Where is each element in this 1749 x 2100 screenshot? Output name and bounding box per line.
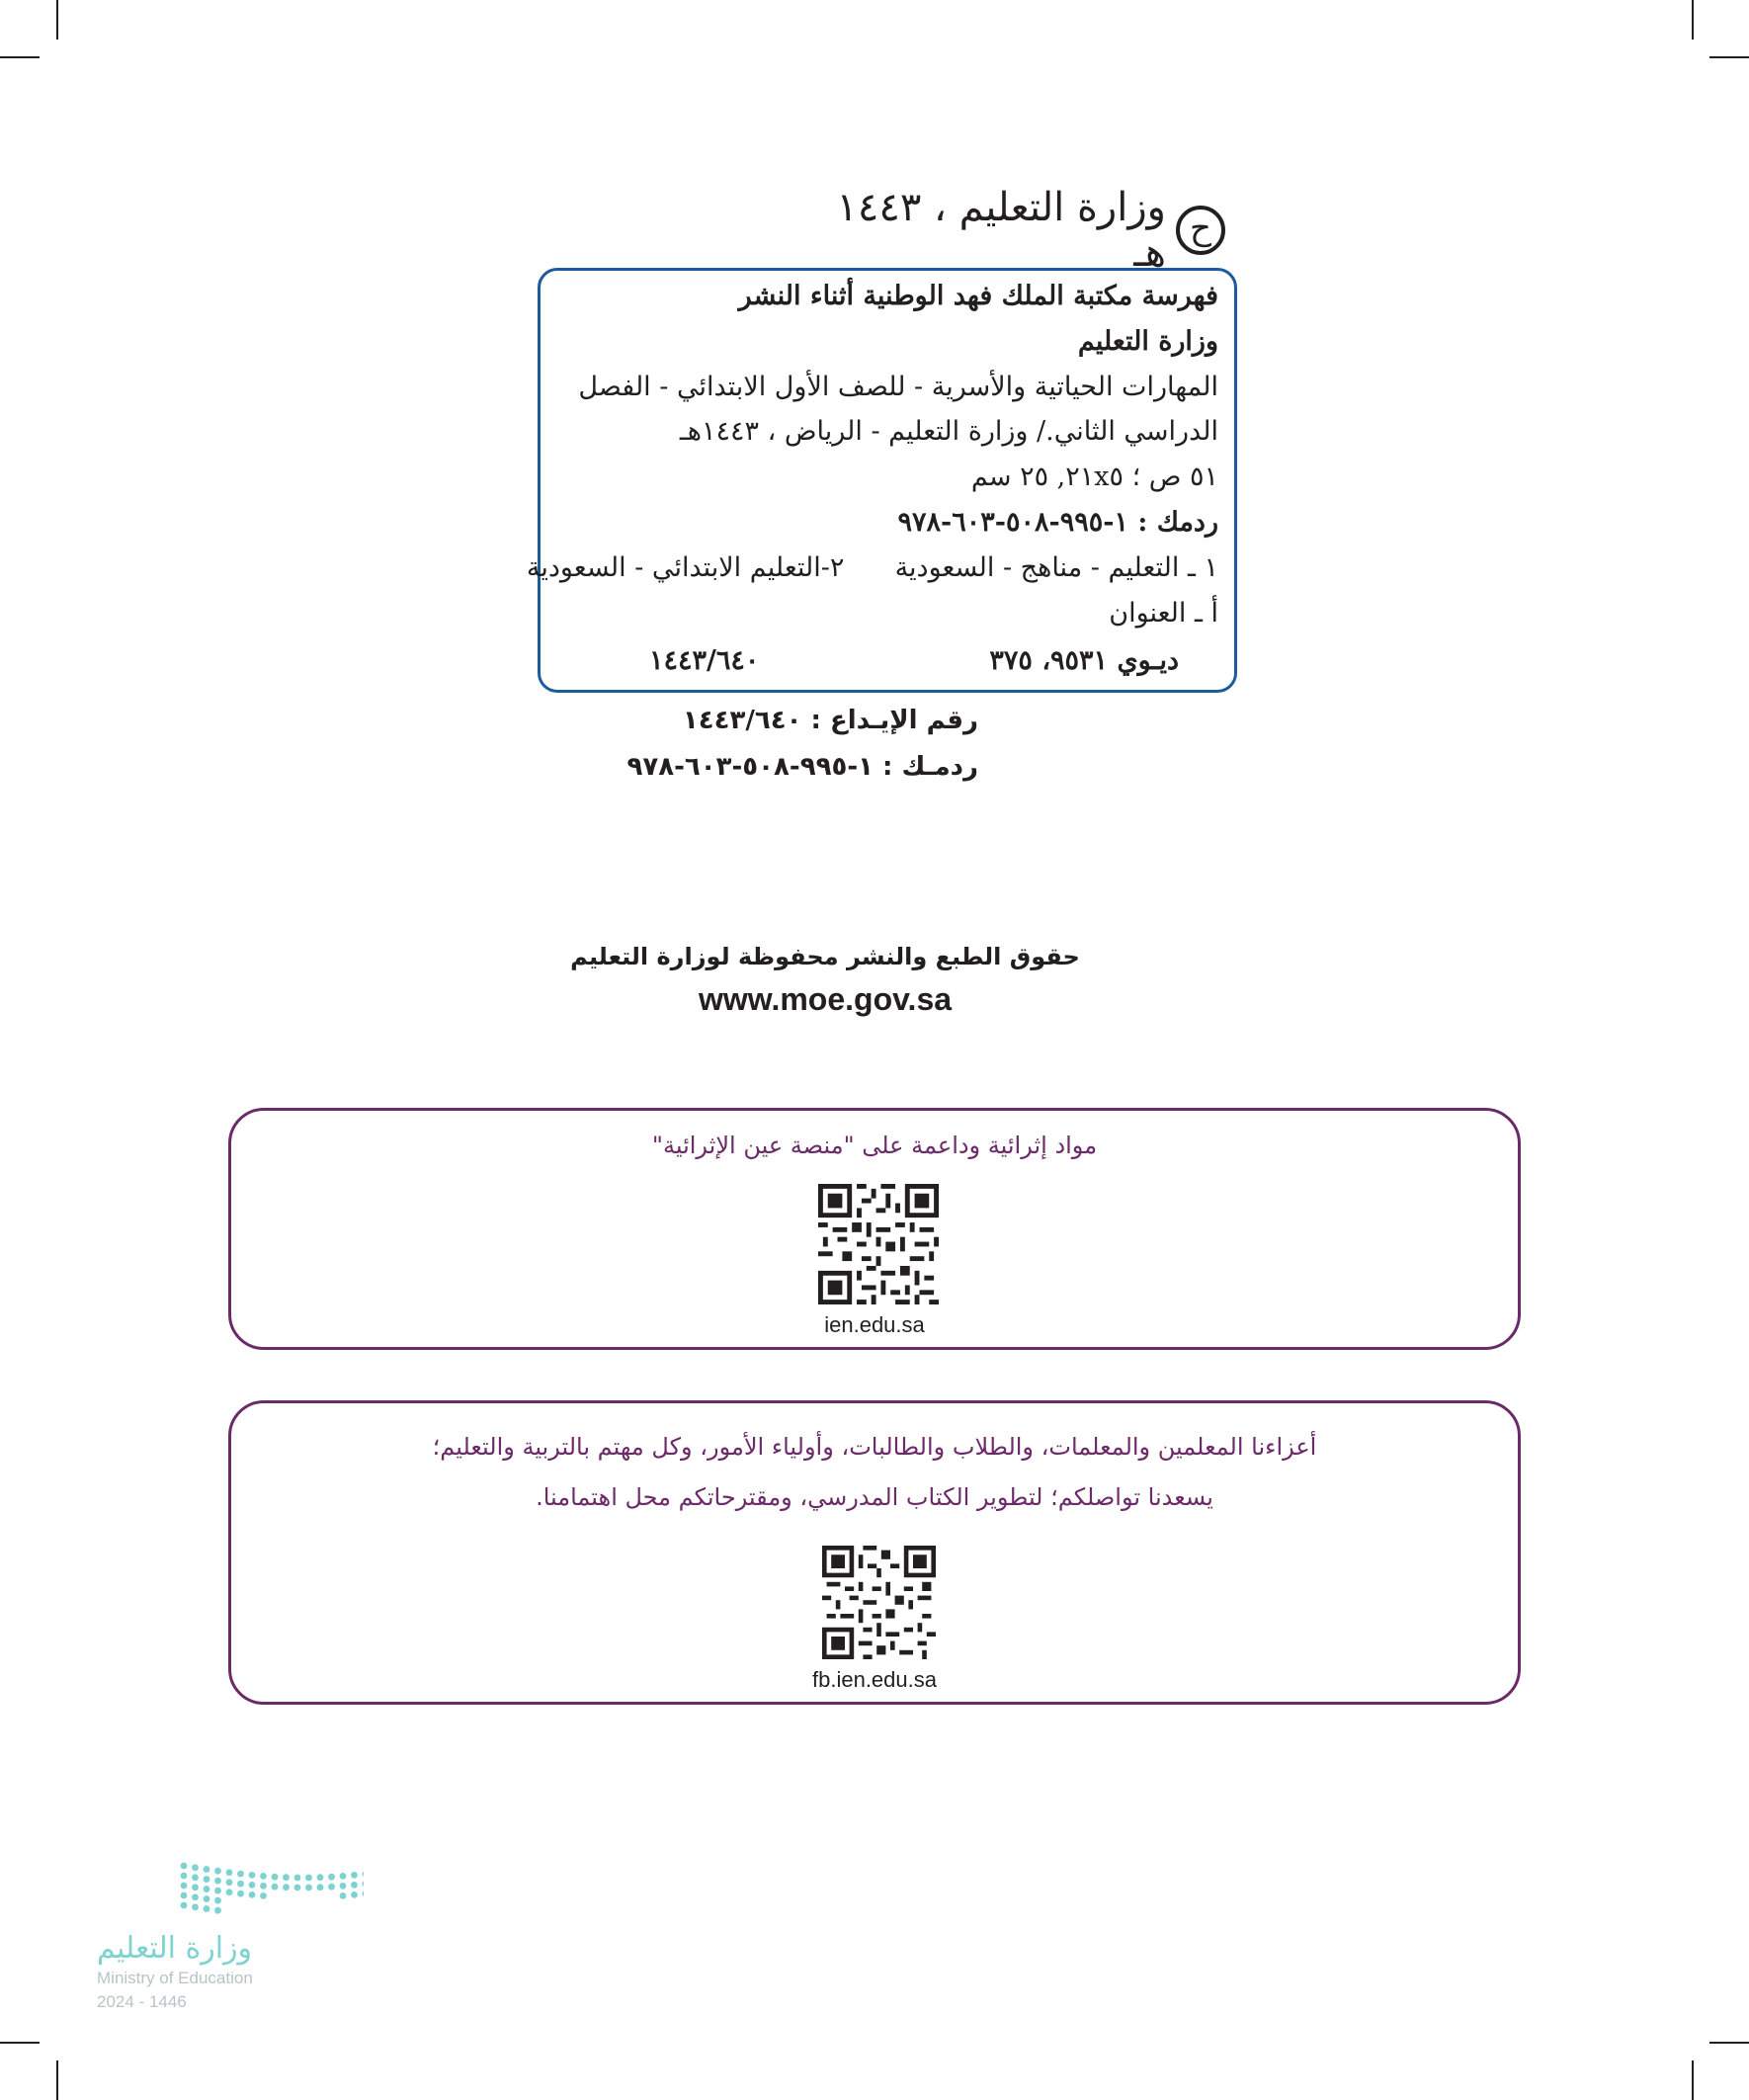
- feedback-box: [228, 1400, 1521, 1705]
- feedback-qr-code[interactable]: [822, 1546, 936, 1659]
- logo-dot: [181, 1873, 188, 1880]
- logo-dot: [340, 1873, 347, 1880]
- logo-dot: [192, 1884, 199, 1890]
- logo-dot: [351, 1872, 358, 1879]
- logo-dot: [214, 1878, 221, 1885]
- logo-dot: [237, 1881, 244, 1888]
- feedback-url[interactable]: fb.ien.edu.sa: [812, 1667, 937, 1692]
- logo-dot: [214, 1888, 221, 1894]
- logo-dot: [249, 1891, 256, 1898]
- logo-dot: [363, 1871, 364, 1878]
- logo-dot: [181, 1902, 188, 1909]
- catalog-subject: ١ ـ التعليم - مناهج - السعودية: [894, 552, 1218, 583]
- logo-dot: [249, 1872, 256, 1879]
- crop-mark: [1709, 2042, 1749, 2044]
- logo-dot: [204, 1886, 210, 1892]
- ministry-logo-dots: [97, 1858, 364, 1927]
- catalog-subjects: [526, 548, 1218, 588]
- logo-dot: [305, 1875, 312, 1882]
- catalog-title-entry: أ ـ العنوان: [1109, 598, 1218, 629]
- logo-dot: [181, 1892, 188, 1899]
- website-link[interactable]: www.moe.gov.sa: [698, 981, 953, 1017]
- deposit-number: رقم الإيـداع : ١٤٤٣/٦٤٠: [682, 706, 978, 735]
- catalog-isbn: ردمك : ١-٩٩٥-٥٠٨-٦٠٣-٩٧٨: [897, 507, 1218, 538]
- logo-dot: [192, 1903, 199, 1910]
- logo-dot: [272, 1884, 279, 1890]
- logo-dot: [214, 1868, 221, 1875]
- logo-dot: [351, 1882, 358, 1889]
- logo-dot: [340, 1883, 347, 1890]
- logo-dot: [283, 1874, 290, 1881]
- logo-dot: [192, 1864, 199, 1871]
- logo-dot: [226, 1869, 233, 1876]
- copyright-text: وزارة التعليم ، ١٤٤٣ هـ: [836, 185, 1166, 276]
- logo-dot: [260, 1873, 267, 1880]
- logo-dot: [204, 1876, 210, 1883]
- logo-dot: [249, 1882, 256, 1889]
- logo-dot: [363, 1890, 364, 1897]
- logo-dot: [226, 1889, 233, 1895]
- crop-mark: [56, 0, 58, 40]
- logo-dot: [317, 1874, 324, 1881]
- logo-dot: [260, 1892, 267, 1899]
- rights-title: حقوق الطبع والنشر محفوظة لوزارة التعليم: [570, 943, 1080, 970]
- logo-dot: [294, 1875, 301, 1882]
- logo-dot: [214, 1907, 221, 1914]
- logo-dot: [340, 1892, 347, 1899]
- catalog-line: الدراسي الثاني./ وزارة التعليم - الرياض ، ١٤٤٣هـ: [679, 416, 1218, 447]
- ministry-logo-english: Ministry of Education: [97, 1969, 253, 1987]
- logo-dot: [283, 1884, 290, 1890]
- catalog-subject: ٢-التعليم الابتدائي - السعودية: [526, 552, 845, 583]
- logo-dot: [204, 1895, 210, 1902]
- ien-qr-code[interactable]: [818, 1184, 939, 1304]
- catalog-deposit-ref: ١٤٤٣/٦٤٠: [649, 645, 760, 676]
- copyright-symbol: ح: [1176, 206, 1225, 255]
- crop-mark: [1692, 0, 1694, 40]
- deposit-isbn: ردمـك : ١-٩٩٥-٥٠٨-٦٠٣-٩٧٨: [626, 752, 978, 782]
- logo-dot: [328, 1884, 335, 1890]
- logo-dot: [237, 1890, 244, 1897]
- logo-dot: [305, 1885, 312, 1891]
- logo-dot: [272, 1874, 279, 1881]
- catalog-line: ٥١ ص ؛ ٢١x٥, ٢٥ سم: [970, 462, 1218, 492]
- feedback-line: أعزاءنا المعلمين والمعلمات، والطلاب والطالبات، وأولياء الأمور، وكل مهتم بالتربية والتعليم؛: [432, 1433, 1317, 1461]
- logo-dot: [363, 1881, 364, 1888]
- logo-dot: [181, 1883, 188, 1890]
- crop-mark: [1692, 2060, 1694, 2100]
- logo-dot: [317, 1884, 324, 1890]
- logo-dot: [351, 1891, 358, 1898]
- ien-platform-box: [228, 1108, 1521, 1350]
- crop-mark: [1709, 56, 1749, 58]
- crop-mark: [0, 2042, 40, 2044]
- crop-mark: [0, 56, 40, 58]
- ministry-logo-arabic: وزارة التعليم: [97, 1931, 253, 1966]
- feedback-line: يسعدنا تواصلكم؛ لتطوير الكتاب المدرسي، ومقترحاتكم محل اهتمامنا.: [536, 1483, 1213, 1511]
- logo-dot: [226, 1879, 233, 1886]
- logo-dot: [192, 1874, 199, 1881]
- catalog-line: المهارات الحياتية والأسرية - للصف الأول الابتدائي - الفصل: [578, 372, 1218, 402]
- ien-box-text: مواد إثرائية وداعمة على "منصة عين الإثرائية": [651, 1132, 1098, 1159]
- logo-dot: [214, 1897, 221, 1904]
- catalog-author: وزارة التعليم: [1077, 326, 1218, 357]
- catalog-title: فهرسة مكتبة الملك فهد الوطنية أثناء النشر: [738, 281, 1218, 311]
- logo-dot: [294, 1885, 301, 1891]
- copyright-line: [810, 185, 1225, 276]
- catalog-dewey-row: [649, 641, 1179, 681]
- logo-dot: [192, 1893, 199, 1900]
- catalog-dewey: ديـوي ٩٥٣١، ٣٧٥: [989, 645, 1179, 676]
- logo-dot: [237, 1871, 244, 1878]
- crop-mark: [56, 2060, 58, 2100]
- logo-dot: [204, 1866, 210, 1873]
- ien-url[interactable]: ien.edu.sa: [824, 1312, 925, 1337]
- logo-dot: [181, 1863, 188, 1870]
- logo-dot: [204, 1905, 210, 1912]
- ministry-logo-year: 2024 - 1446: [97, 1992, 187, 2011]
- logo-dot: [260, 1883, 267, 1890]
- catalog-box: [526, 268, 1237, 693]
- logo-dot: [328, 1874, 335, 1881]
